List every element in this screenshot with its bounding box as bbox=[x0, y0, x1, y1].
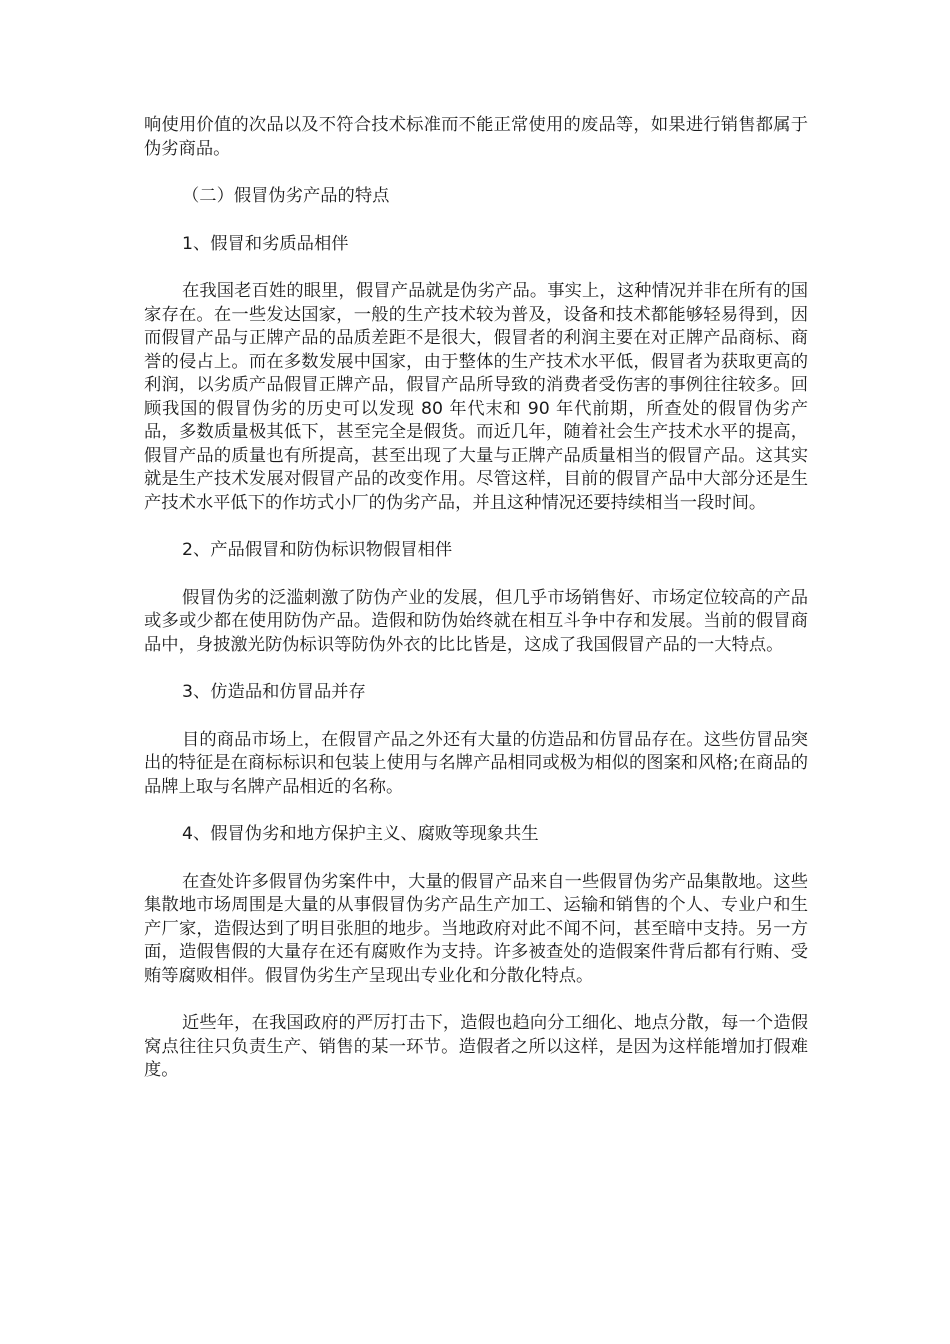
document-body bbox=[144, 114, 808, 1107]
subsection-heading-4: 4、假冒伪劣和地方保护主义、腐败等现象共生 bbox=[182, 824, 539, 844]
paragraph: 目的商品市场上，在假冒产品之外还有大量的仿造品和仿冒品存在。这些仿冒品突出的特征是在商标标识和包装上使用与名牌产品相同或极为相似的图案和风格;在商品的品牌上取与名牌产品相近的名称。 bbox=[144, 729, 808, 797]
paragraph-continuation: 响使用价值的次品以及不符合技术标准而不能正常使用的废品等，如果进行销售都属于伪劣商品。 bbox=[144, 115, 808, 159]
subsection-heading-1: 1、假冒和劣质品相伴 bbox=[182, 233, 349, 254]
subsection-heading-3: 3、仿造品和仿冒品并存 bbox=[182, 682, 366, 702]
paragraph: 在我国老百姓的眼里，假冒产品就是伪劣产品。事实上，这种情况并非在所有的国家存在。在一些发达国家，一般的生产技术较为普及，设备和技术都能够轻易得到，因而假冒产品与正牌产品的品质差距不是很大，假冒者的利润主要在对正牌产品商标、商誉的侵占上。而在多数发展中国家，由于整体的生产技术水平低，假冒者为获取更高的利润，以劣质产品假冒正牌产品，假冒产品所导致的消费者受伤害的事例往往较多。回顾我国的假冒伪劣的历史可以发现 80 年代末和 90 年代前期，所查处的假冒伪劣产品，多数质量极其低下，甚至完全是假货。而近几年，随着社会生产技术水平的提高，假冒产品的质量也有所提高，甚至出现了大量与正牌产品质量相当的假冒产品。这其实就是生产技术发展对假冒产品的改变作用。尽管这样，目前的假冒产品中大部分还是生产技术水平低下的作坊式小厂的伪劣产品，并且这种情况还要持续相当一段时间。 bbox=[144, 281, 808, 513]
subsection-heading-2: 2、产品假冒和防伪标识物假冒相伴 bbox=[182, 540, 453, 560]
section-heading: （二）假冒伪劣产品的特点 bbox=[182, 186, 390, 206]
paragraph: 在查处许多假冒伪劣案件中，大量的假冒产品来自一些假冒伪劣产品集散地。这些集散地市场周围是大量的从事假冒伪劣产品生产加工、运输和销售的个人、专业户和生产厂家，造假达到了明目张胆的地步。当地政府对此不闻不问，甚至暗中支持。另一方面，造假售假的大量存在还有腐败作为支持。许多被查处的造假案件背后都有行贿、受贿等腐败相伴。假冒伪劣生产呈现出专业化和分散化特点。 bbox=[144, 871, 808, 986]
paragraph: 假冒伪劣的泛滥刺激了防伪产业的发展，但几乎市场销售好、市场定位较高的产品或多或少都在使用防伪产品。造假和防伪始终就在相互斗争中存和发展。当前的假冒商品中，身披激光防伪标识等防伪外衣的比比皆是，这成了我国假冒产品的一大特点。 bbox=[144, 587, 808, 655]
paragraph: 近些年，在我国政府的严厉打击下，造假也趋向分工细化、地点分散，每一个造假窝点往往只负责生产、销售的某一环节。造假者之所以这样，是因为这样能增加打假难度。 bbox=[144, 1013, 808, 1080]
